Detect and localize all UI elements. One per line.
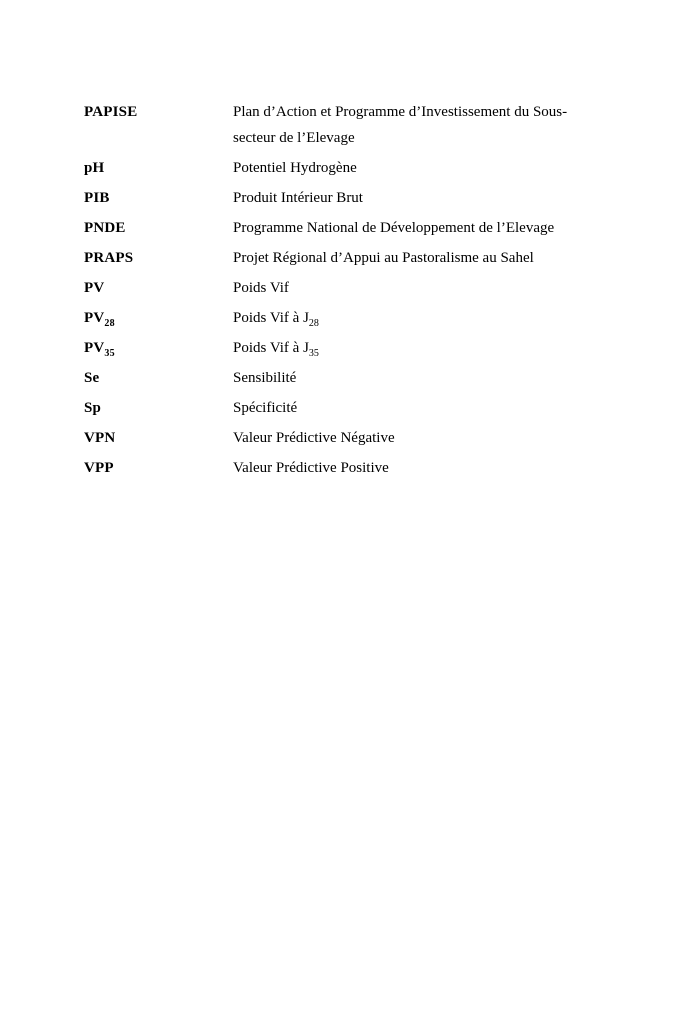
abbreviation-term-text: PRAPS bbox=[84, 250, 134, 266]
abbreviation-term bbox=[84, 215, 233, 241]
abbreviation-definition-subscript: 28 bbox=[308, 318, 319, 329]
abbreviation-definition bbox=[233, 305, 585, 331]
abbreviation-definition bbox=[233, 425, 585, 451]
abbreviation-term-text: PV bbox=[84, 310, 105, 326]
abbreviation-definition bbox=[233, 335, 585, 361]
abbreviation-term-subscript: 28 bbox=[104, 318, 115, 329]
abbreviation-row bbox=[84, 185, 660, 211]
abbreviation-term bbox=[84, 185, 233, 211]
abbreviation-term-text: PV bbox=[84, 340, 105, 356]
abbreviation-definition bbox=[233, 99, 585, 151]
abbreviation-definition-text: Programme National de Développement de l’Elevage bbox=[233, 220, 555, 236]
abbreviation-definition-text: Poids Vif à J bbox=[233, 340, 309, 356]
abbreviation-term-text: Sp bbox=[84, 400, 102, 416]
abbreviation-row bbox=[84, 155, 660, 181]
abbreviation-term-text: PNDE bbox=[84, 220, 126, 236]
abbreviation-definition bbox=[233, 455, 585, 481]
abbreviation-definition bbox=[233, 185, 585, 211]
abbreviation-term-text: PV bbox=[84, 280, 105, 296]
abbreviation-term bbox=[84, 99, 233, 125]
abbreviation-definition-text: Potentiel Hydrogène bbox=[233, 160, 357, 176]
abbreviation-row bbox=[84, 99, 660, 151]
abbreviation-term-text: Se bbox=[84, 370, 100, 386]
abbreviation-row bbox=[84, 455, 660, 481]
abbreviation-definition bbox=[233, 365, 585, 391]
abbreviation-definition-text: Poids Vif bbox=[233, 280, 289, 296]
abbreviation-term bbox=[84, 395, 233, 421]
abbreviation-term bbox=[84, 455, 233, 481]
abbreviation-row bbox=[84, 245, 660, 271]
abbreviation-definition-subscript: 35 bbox=[308, 348, 319, 359]
abbreviation-term bbox=[84, 425, 233, 451]
abbreviation-definition-text: Spécificité bbox=[233, 400, 298, 416]
abbreviation-definition-text: Produit Intérieur Brut bbox=[233, 190, 363, 206]
abbreviation-row bbox=[84, 365, 660, 391]
abbreviation-term bbox=[84, 305, 233, 331]
abbreviation-definition-text: Valeur Prédictive Négative bbox=[233, 430, 395, 446]
abbreviation-term bbox=[84, 335, 233, 361]
abbreviation-definition bbox=[233, 155, 585, 181]
abbreviation-term-text: VPN bbox=[84, 430, 116, 446]
abbreviation-definition-text: Projet Régional d’Appui au Pastoralisme au Sahel bbox=[233, 250, 534, 266]
abbreviation-definition bbox=[233, 245, 585, 271]
abbreviation-definition-text: Valeur Prédictive Positive bbox=[233, 460, 389, 476]
abbreviation-term-text: VPP bbox=[84, 460, 114, 476]
abbreviation-row bbox=[84, 215, 660, 241]
abbreviation-definition-text: Plan d’Action et Programme d’Investissement du Sous-secteur de l’Elevage bbox=[233, 104, 568, 146]
abbreviation-row bbox=[84, 335, 660, 361]
abbreviation-definition bbox=[233, 215, 585, 241]
abbreviation-term bbox=[84, 155, 233, 181]
abbreviation-term bbox=[84, 365, 233, 391]
abbreviation-term-text: PAPISE bbox=[84, 104, 138, 120]
abbreviation-definition-text: Poids Vif à J bbox=[233, 310, 309, 326]
abbreviation-row bbox=[84, 275, 660, 301]
abbreviation-definition bbox=[233, 275, 585, 301]
abbreviation-term-subscript: 35 bbox=[104, 348, 115, 359]
abbreviation-row bbox=[84, 425, 660, 451]
abbreviation-definition bbox=[233, 395, 585, 421]
abbreviation-definition-text: Sensibilité bbox=[233, 370, 297, 386]
abbreviation-row bbox=[84, 395, 660, 421]
abbreviation-term-text: PIB bbox=[84, 190, 110, 206]
abbreviation-row bbox=[84, 305, 660, 331]
abbreviation-term bbox=[84, 275, 233, 301]
abbreviation-term-text: pH bbox=[84, 160, 105, 176]
abbreviation-term bbox=[84, 245, 233, 271]
